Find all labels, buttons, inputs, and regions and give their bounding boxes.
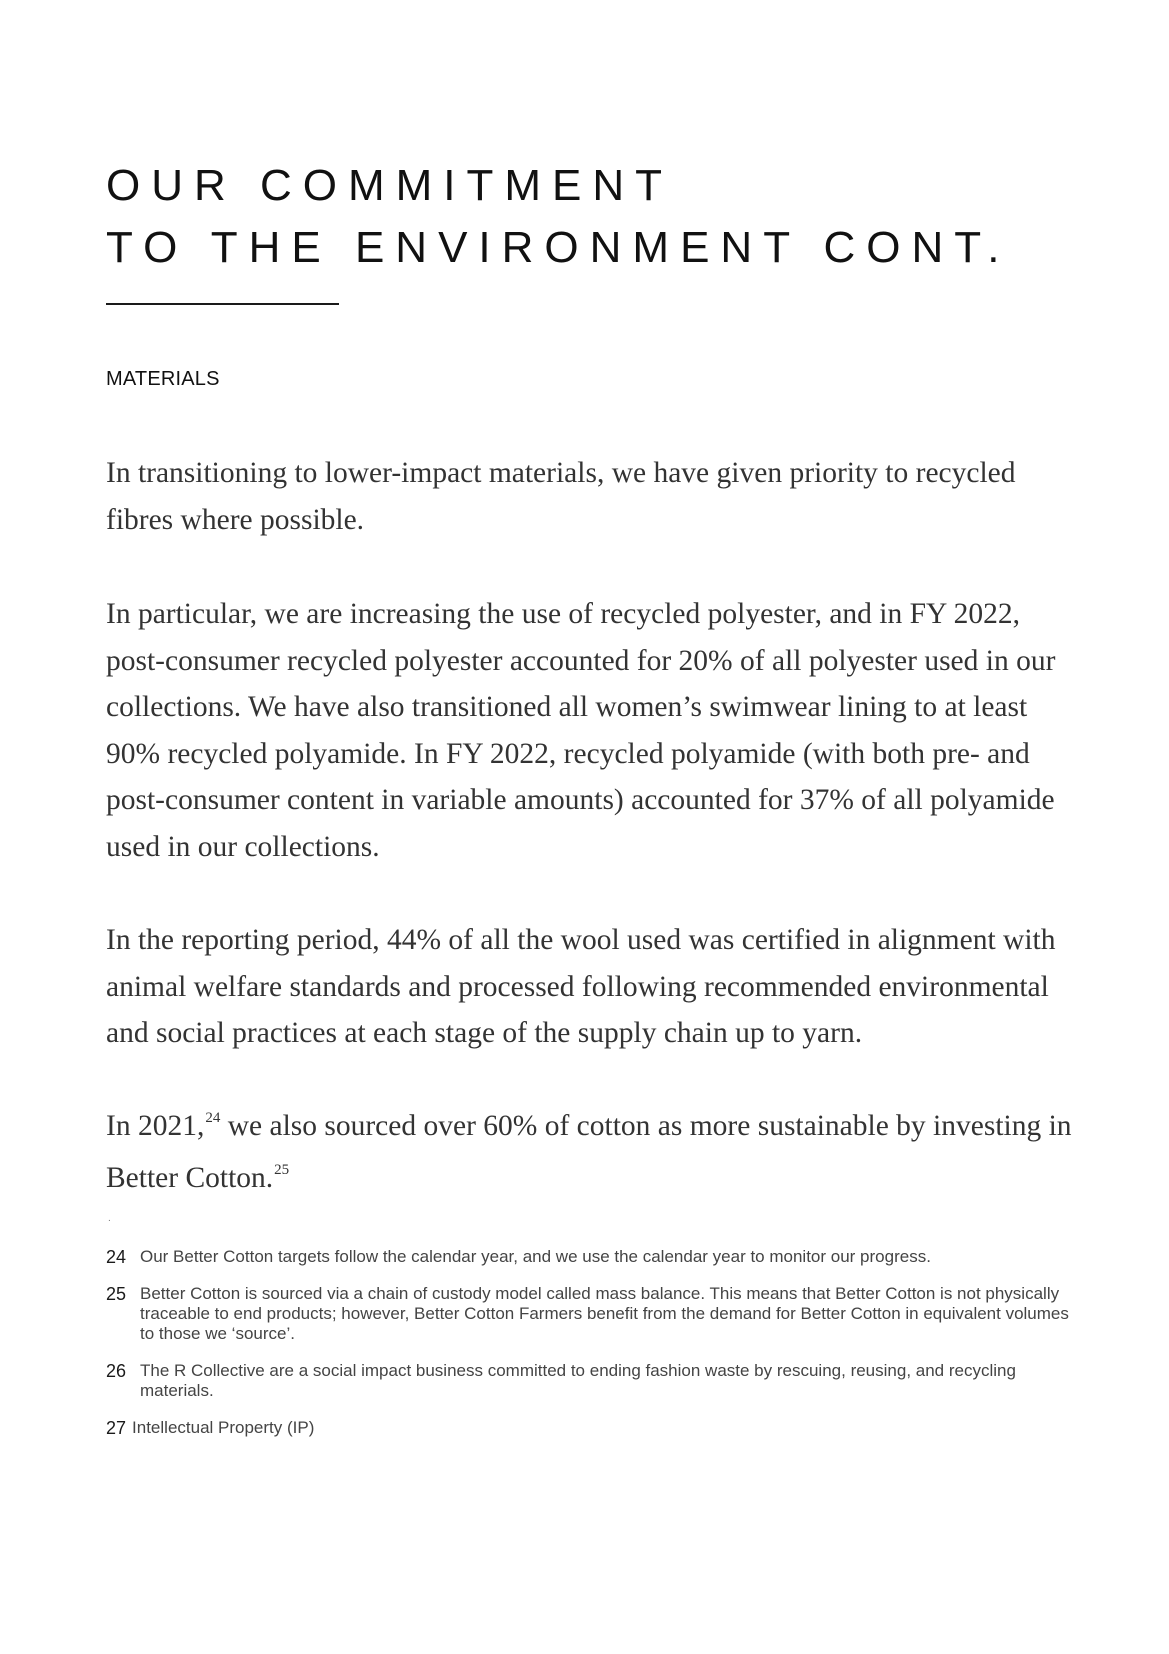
footnote-25 xyxy=(106,1284,1086,1344)
section-heading-materials: MATERIALS xyxy=(106,368,220,390)
page-title-line-1: OUR COMMITMENT xyxy=(106,161,674,210)
footnote-text: Better Cotton is sourced via a chain of custody model called mass balance. This means that Better Cotton is not physically traceable to end products; however, Better Cotton Farmers benefit from the demand for Better Cotton in equivalent volumes to those we ‘source’. xyxy=(140,1284,1069,1343)
paragraph-cotton xyxy=(106,1103,1076,1206)
paragraph-cotton-text-1: In 2021, xyxy=(106,1110,205,1142)
footnotes xyxy=(106,1247,1086,1455)
footnote-number: 24 xyxy=(106,1247,127,1267)
footnote-27 xyxy=(106,1418,1086,1438)
footnote-text: Intellectual Property (IP) xyxy=(132,1418,315,1437)
footnote-ref-24: 24 xyxy=(205,1110,221,1126)
footnote-24 xyxy=(106,1247,1086,1267)
footnote-number: 27 xyxy=(106,1418,127,1438)
page-title-line-2: TO THE ENVIRONMENT CONT. xyxy=(106,223,1011,272)
footnote-ref-25: 25 xyxy=(274,1161,290,1178)
footnote-number: 25 xyxy=(106,1284,127,1304)
footnote-text: The R Collective are a social impact business committed to ending fashion waste by rescuing, reusing, and recycling materials. xyxy=(140,1361,1016,1400)
footnote-text: Our Better Cotton targets follow the calendar year, and we use the calendar year to monitor our progress. xyxy=(140,1247,931,1266)
page-title xyxy=(106,155,1011,279)
paragraph-wool: In the reporting period, 44% of all the wool used was certified in alignment with animal welfare standards and processed following recommended environmental and social practices at each stage of the supply chain up to yarn. xyxy=(106,924,1056,1049)
paragraph-polyester-polyamide: In particular, we are increasing the use of recycled polyester, and in FY 2022, post-consumer recycled polyester accounted for 20% of all polyester used in our collections. We have also transitioned all women’s swimwear lining to at least 90% recycled polyamide. In FY 2022, recycled polyamide (with both pre- and post-consumer content in variable amounts) accounted for 37% of all polyamide used in our collections. xyxy=(106,598,1056,863)
stray-mark: . xyxy=(108,1213,111,1224)
title-divider xyxy=(106,303,339,305)
paragraph-cotton-text-2: we also sourced over 60% of cotton as more sustainable by investing in Better Cotton. xyxy=(106,1110,1072,1194)
footnote-number: 26 xyxy=(106,1361,127,1381)
paragraph-recycled-fibres: In transitioning to lower-impact materials, we have given priority to recycled fibres where possible. xyxy=(106,457,1016,536)
footnote-26 xyxy=(106,1361,1086,1401)
